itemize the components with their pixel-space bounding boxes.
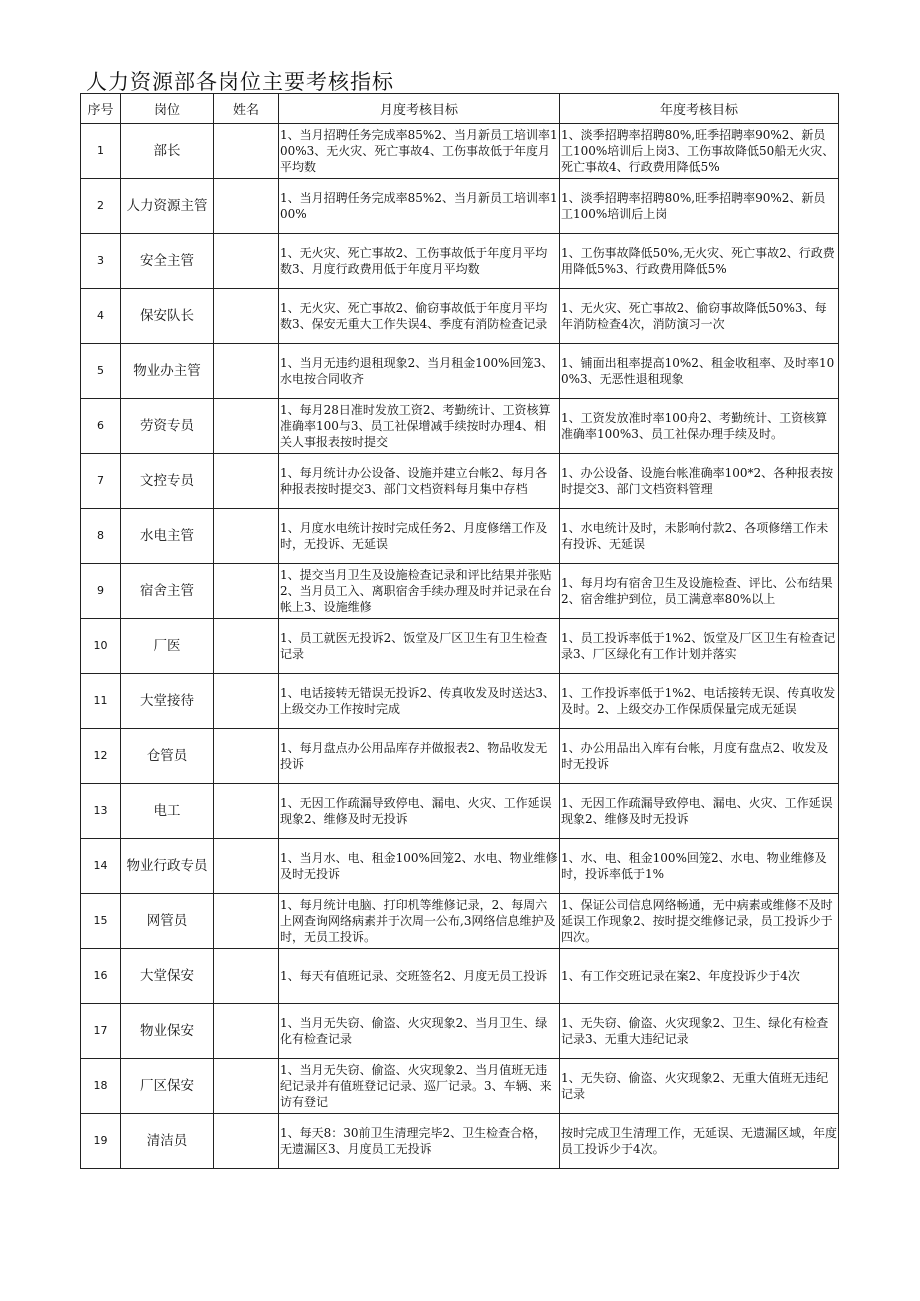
table-row bbox=[81, 454, 839, 509]
row-monthly-target: 1、当月无失窃、偷盗、火灾现象2、当月值班无违纪记录并有值班登记记录、巡厂记录。3、车辆、来访有登记 bbox=[279, 1059, 560, 1114]
row-position: 大堂保安 bbox=[121, 949, 214, 1004]
table-row bbox=[81, 894, 839, 949]
row-name bbox=[214, 234, 279, 289]
row-name bbox=[214, 729, 279, 784]
row-monthly-target: 1、每月统计办公设备、设施并建立台帐2、每月各种报表按时提交3、部门文档资料每月集中存档 bbox=[279, 454, 560, 509]
row-annual-target: 1、办公用品出入库有台帐，月度有盘点2、收发及时无投诉 bbox=[560, 729, 839, 784]
row-monthly-target: 1、当月招聘任务完成率85%2、当月新员工培训率100% bbox=[279, 179, 560, 234]
row-position: 劳资专员 bbox=[121, 399, 214, 454]
row-seq: 11 bbox=[81, 674, 121, 729]
row-monthly-target: 1、无因工作疏漏导致停电、漏电、火灾、工作延误现象2、维修及时无投诉 bbox=[279, 784, 560, 839]
row-seq: 6 bbox=[81, 399, 121, 454]
row-name bbox=[214, 289, 279, 344]
row-name bbox=[214, 124, 279, 179]
row-monthly-target: 1、电话接转无错误无投诉2、传真收发及时送达3、上级交办工作按时完成 bbox=[279, 674, 560, 729]
row-seq: 8 bbox=[81, 509, 121, 564]
row-annual-target: 1、淡季招聘率招聘80%,旺季招聘率90%2、新员工100%培训后上岗 bbox=[560, 179, 839, 234]
table-row bbox=[81, 234, 839, 289]
row-seq: 16 bbox=[81, 949, 121, 1004]
header-monthly: 月度考核目标 bbox=[279, 94, 560, 124]
table-row bbox=[81, 1059, 839, 1114]
row-seq: 5 bbox=[81, 344, 121, 399]
table-row bbox=[81, 619, 839, 674]
table-row bbox=[81, 564, 839, 619]
row-position: 保安队长 bbox=[121, 289, 214, 344]
row-seq: 14 bbox=[81, 839, 121, 894]
table-row bbox=[81, 124, 839, 179]
row-name bbox=[214, 509, 279, 564]
row-seq: 9 bbox=[81, 564, 121, 619]
row-monthly-target: 1、无火灾、死亡事故2、工伤事故低于年度月平均数3、月度行政费用低于年度月平均数 bbox=[279, 234, 560, 289]
table-row bbox=[81, 509, 839, 564]
row-seq: 1 bbox=[81, 124, 121, 179]
row-position: 清洁员 bbox=[121, 1114, 214, 1169]
assessment-table bbox=[80, 93, 839, 1169]
row-seq: 7 bbox=[81, 454, 121, 509]
row-name bbox=[214, 1114, 279, 1169]
row-name bbox=[214, 1004, 279, 1059]
row-position: 电工 bbox=[121, 784, 214, 839]
row-name bbox=[214, 674, 279, 729]
row-seq: 3 bbox=[81, 234, 121, 289]
row-annual-target: 按时完成卫生清理工作，无延误、无遗漏区域，年度员工投诉少于4次。 bbox=[560, 1114, 839, 1169]
table-row bbox=[81, 784, 839, 839]
row-annual-target: 1、淡季招聘率招聘80%,旺季招聘率90%2、新员工100%培训后上岗3、工伤事故降低50船无火灾、死亡事故4、行政费用降低5% bbox=[560, 124, 839, 179]
row-annual-target: 1、每月均有宿舍卫生及设施检查、评比、公布结果2、宿舍维护到位，员工满意率80%以上 bbox=[560, 564, 839, 619]
row-monthly-target: 1、当月水、电、租金100%回笼2、水电、物业维修及时无投诉 bbox=[279, 839, 560, 894]
row-name bbox=[214, 619, 279, 674]
table-row bbox=[81, 729, 839, 784]
row-seq: 10 bbox=[81, 619, 121, 674]
row-position: 网管员 bbox=[121, 894, 214, 949]
row-position: 部长 bbox=[121, 124, 214, 179]
table-row bbox=[81, 949, 839, 1004]
header-name: 姓名 bbox=[214, 94, 279, 124]
table-row bbox=[81, 839, 839, 894]
row-position: 安全主管 bbox=[121, 234, 214, 289]
row-position: 物业办主管 bbox=[121, 344, 214, 399]
row-name bbox=[214, 784, 279, 839]
row-position: 物业保安 bbox=[121, 1004, 214, 1059]
table-row bbox=[81, 289, 839, 344]
row-annual-target: 1、无火灾、死亡事故2、偷窃事故降低50%3、每年消防检查4次，消防演习一次 bbox=[560, 289, 839, 344]
row-annual-target: 1、无失窃、偷盗、火灾现象2、无重大值班无违纪记录 bbox=[560, 1059, 839, 1114]
row-seq: 13 bbox=[81, 784, 121, 839]
row-annual-target: 1、工伤事故降低50%,无火灾、死亡事故2、行政费用降低5%3、行政费用降低5% bbox=[560, 234, 839, 289]
row-name bbox=[214, 949, 279, 1004]
row-monthly-target: 1、无火灾、死亡事故2、偷窃事故低于年度月平均数3、保安无重大工作失误4、季度有消防检查记录 bbox=[279, 289, 560, 344]
row-position: 物业行政专员 bbox=[121, 839, 214, 894]
row-annual-target: 1、无失窃、偷盗、火灾现象2、卫生、绿化有检查记录3、无重大违纪记录 bbox=[560, 1004, 839, 1059]
row-position: 仓管员 bbox=[121, 729, 214, 784]
row-monthly-target: 1、每天有值班记录、交班签名2、月度无员工投诉 bbox=[279, 949, 560, 1004]
row-annual-target: 1、工作投诉率低于1%2、电话接转无误、传真收发及时。2、上级交办工作保质保量完成无延误 bbox=[560, 674, 839, 729]
page-title: 人力资源部各岗位主要考核指标 bbox=[86, 70, 394, 94]
row-position: 水电主管 bbox=[121, 509, 214, 564]
row-monthly-target: 1、当月招聘任务完成率85%2、当月新员工培训率100%3、无火灾、死亡事故4、工伤事故低于年度月平均数 bbox=[279, 124, 560, 179]
row-position: 大堂接待 bbox=[121, 674, 214, 729]
row-name bbox=[214, 344, 279, 399]
row-monthly-target: 1、当月无失窃、偷盗、火灾现象2、当月卫生、绿化有检查记录 bbox=[279, 1004, 560, 1059]
row-annual-target: 1、铺面出租率提高10%2、租金收租率、及时率100%3、无恶性退租现象 bbox=[560, 344, 839, 399]
row-annual-target: 1、无因工作疏漏导致停电、漏电、火灾、工作延误现象2、维修及时无投诉 bbox=[560, 784, 839, 839]
row-monthly-target: 1、每月28日准时发放工资2、考勤统计、工资核算准确率100与3、员工社保增减手续按时办理4、相关人事报表按时提交 bbox=[279, 399, 560, 454]
row-seq: 15 bbox=[81, 894, 121, 949]
row-monthly-target: 1、月度水电统计按时完成任务2、月度修缮工作及时，无投诉、无延误 bbox=[279, 509, 560, 564]
row-annual-target: 1、水、电、租金100%回笼2、水电、物业维修及时，投诉率低于1% bbox=[560, 839, 839, 894]
row-monthly-target: 1、每天8：30前卫生清理完毕2、卫生检查合格，无遗漏区3、月度员工无投诉 bbox=[279, 1114, 560, 1169]
header-row bbox=[81, 94, 839, 124]
row-annual-target: 1、工资发放准时率100舟2、考勤统计、工资核算准确率100%3、员工社保办理手续及时。 bbox=[560, 399, 839, 454]
row-annual-target: 1、办公设备、设施台帐准确率100*2、各种报表按时提交3、部门文档资料管理 bbox=[560, 454, 839, 509]
row-monthly-target: 1、每月统计电脑、打印机等维修记录，2、每周六上网查询网络病素并于次周一公布,3网络信息维护及时，无员工投诉。 bbox=[279, 894, 560, 949]
row-name bbox=[214, 894, 279, 949]
header-seq: 序号 bbox=[81, 94, 121, 124]
table-row bbox=[81, 399, 839, 454]
row-seq: 12 bbox=[81, 729, 121, 784]
row-seq: 4 bbox=[81, 289, 121, 344]
row-annual-target: 1、水电统计及时，未影响付款2、各项修缮工作未有投诉、无延误 bbox=[560, 509, 839, 564]
row-name bbox=[214, 1059, 279, 1114]
table-row bbox=[81, 179, 839, 234]
row-name bbox=[214, 839, 279, 894]
row-name bbox=[214, 454, 279, 509]
row-monthly-target: 1、提交当月卫生及设施检查记录和评比结果并张贴2、当月员工入、离职宿舍手续办理及时并记录在台帐上3、设施维修 bbox=[279, 564, 560, 619]
row-name bbox=[214, 399, 279, 454]
row-position: 人力资源主管 bbox=[121, 179, 214, 234]
table-row bbox=[81, 674, 839, 729]
table-body bbox=[81, 124, 839, 1169]
row-monthly-target: 1、员工就医无投诉2、饭堂及厂区卫生有卫生检查记录 bbox=[279, 619, 560, 674]
row-seq: 18 bbox=[81, 1059, 121, 1114]
row-seq: 19 bbox=[81, 1114, 121, 1169]
header-annual: 年度考核目标 bbox=[560, 94, 839, 124]
row-annual-target: 1、有工作交班记录在案2、年度投诉少于4次 bbox=[560, 949, 839, 1004]
table-row bbox=[81, 1114, 839, 1169]
row-name bbox=[214, 179, 279, 234]
row-position: 宿舍主管 bbox=[121, 564, 214, 619]
table-row bbox=[81, 1004, 839, 1059]
row-name bbox=[214, 564, 279, 619]
row-position: 厂区保安 bbox=[121, 1059, 214, 1114]
table-row bbox=[81, 344, 839, 399]
row-monthly-target: 1、当月无违约退租现象2、当月租金100%回笼3、水电按合同收齐 bbox=[279, 344, 560, 399]
row-position: 厂医 bbox=[121, 619, 214, 674]
row-seq: 2 bbox=[81, 179, 121, 234]
row-position: 文控专员 bbox=[121, 454, 214, 509]
row-monthly-target: 1、每月盘点办公用品库存并做报表2、物品收发无投诉 bbox=[279, 729, 560, 784]
row-annual-target: 1、员工投诉率低于1%2、饭堂及厂区卫生有检查记录3、厂区绿化有工作计划并落实 bbox=[560, 619, 839, 674]
row-seq: 17 bbox=[81, 1004, 121, 1059]
header-position: 岗位 bbox=[121, 94, 214, 124]
row-annual-target: 1、保证公司信息网络畅通，无中病素或维修不及时延误工作现象2、按时提交维修记录，员工投诉少于四次。 bbox=[560, 894, 839, 949]
